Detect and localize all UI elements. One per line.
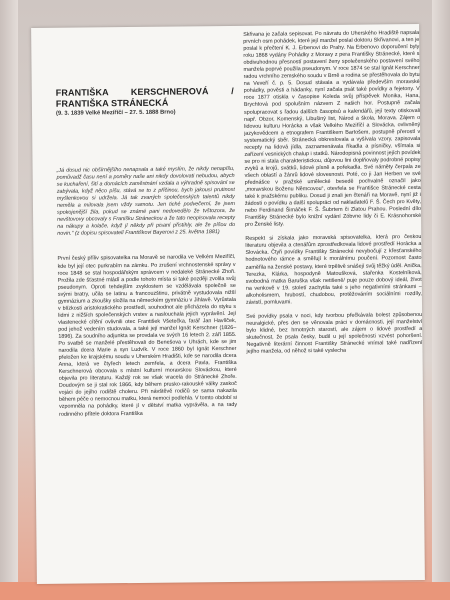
body-paragraph: První český příliv spisovatelka na Moravě se narodila ve Velkém Meziříčí, kde byl její otec purkrabím na zámku. Po zrušení vrchnostenské správy v roce 1848 se stal hospodářským správcem v nedaleké Stránecké Zhoři. Prožila zde šťastné mládí a podle tohoto místa si také později zvolila svůj pseudonym. Oproti tehdejším zvyklostem se vzdělávala společně se svými bratry, učila se latinu a francouzštinu, privátně vystudovala nižší gymnázium a zkoušky složila na německém gymnáziu v Jihlavě. Vyrůstala v blízkosti aristokratického prostředí, souhodnot ale přicházela do styku s lidmi z nižších společenských vrstev a naslouchala jejich vyprávění. Její vlastenecké cítění ovlivnili otec František Všetečka, farář Jan Havlíček, pod jehož vedením studovala, a také její manžel Ignát Kerschner (1826–1896). Za soudního adjunkta se provdala ve svých 16 letech 2. září 1855. Po svatbě se manželé přestěhovali do Benešova v Uhrách, kde se jim narodila dcera Marie a syn Ludvík. V roce 1860 byl Ignát Kerschner přeložen ke krajskému soudu v Uherském Hradišti, kde se narodila dcera Anna, která ve čtyřech letech zemřela, a dcera Pavla. Františka Kerschnerová obcovala s místní kulturní moravskou Slováckou, které objevila pro literaturu. Každý rok se však vracela do Stránecké Zhoře. Doudovým se ji stal rok 1866, kdy během prusko-rakouské války zaskoč vojáci do jejího rodiště choleru. Při návštěvě rodičů se sama nakazila během péče o nemocnou matku, která nemoci podlehla. V tomto období si vzpomněla na pohádky, které jí v dětství matka vyprávěla, a na rady rodinného přítele doktora Františka — [57, 254, 238, 418]
exhibition-panel — [31, 24, 425, 584]
body-paragraph: Své povídky psala v noci, kdy tvorbou přečkávala bolest způsobenou neuralgické, přes den se věnovala práci v domácnosti, její manželství bylo klidné, bez hmotných starostí, ale zájem o lidové prostředí a skutečnost, že psala česky, budil u její společnosti vzvést pohoršení. Negativně literární činnost Františky Stránecké vnímal také nadřízení jejího manžela, od něhož si také vyslecha — [246, 311, 423, 355]
floor-band — [0, 582, 450, 600]
opening-quote: „Já dosud nic obšírnějšího nenapsala a také myslím, že nikdy nenapíšu, pomůvadž času není a poměry naše ani nikdy dovolovati nebudou, abych se kuchaření, šití a domácích zaměstnání vzdala a výhradně spisování se zabývala, když něco píšu, stává se to z příčinou, bych jakousi prutinost myšlenkovou si udržela. Já tak zvaných společenských talentů nikdy neměla a milovala jsem vždy samotu. Jen tiché podvečerní, že jsem spokojenější žila, pokud se známé pani nedovedělo že tvštozora, že nevštovovy obcovaly s Franišku Stráneckou a že tato neopisovala recepty na nákupy a kolače, když jí někdy při pisaní přistihly, ale že píšou do novin.“ (z dopisu spisovatelí Františkovi Bayerovi z 25. května 1881) — [56, 165, 236, 238]
frame-right-edge — [432, 0, 450, 600]
article-title: FRANTIŠKA KERSCHNEROVÁ / FRANTIŠKA STRÁNECKÁ — [55, 85, 234, 109]
left-column — [55, 26, 239, 584]
right-column — [243, 24, 425, 582]
frame-left-edge — [0, 0, 18, 600]
article-dates: (9. 3. 1839 Velké Meziříčí – 27. 5. 1888 Brno) — [55, 109, 176, 117]
body-paragraph: Skřivana je začala sepisovat. Po návratu do Uherského Hradiště napsala prvních osm pohádek, které její manžel poslal doktoru Skřivanovi, a ten je poslal k přečtení K. J. Erbenovi do Prahy. Na Erbenovo doporučení byly roku 1868 vydány Pohádky z Moravy z pera Františky Stránecké, které s obdivuhodnou přesností postavení ženy společenského postavení svého manžela poprvé použila pseudonym. V roce 1874 se stal Ignát Kerschner radou vrchního zemského soudu v Brně a rodina se přestěhovala do bytu na Veveří č. p. 5. Dosud stávala a vydávala především moravské pohádky, pověsti a hádanky, nyní začala psát také povídky a fejetony. V roce 1877 otiskla v časopise Koleda svůj příspěvek Monika, Hana, Brychtová pod spolušním názvem Z našich hor. Postupně začala spolupracovat s řadou dalších časopisů a kalendářů, její texty otiskovali např. Obzor, Komenský, Libušiný list, Národ a škola, Morava. Zájem o lidovou kulturu Horácka a však Velkého Meziříčí a Slovácka, ovlivněný jazykovědcem a etnografem Františkem Bartošem, postupně přerostl v systematický sběr. Stránecká obkreslovala a vyšívala vzory, zapisovala recepty na lidová jídla, zaznamenávala říkadla a písničky, všímala si zařízení vesnických chalup i statků. Národopisná povinnost jejích povídek se pro ni stala charakteristickou, důjovou lini doplňovaly podrobné popisy zvyků a krojů, svátků, lidové písně a pořekadla. Své náměty čerpala ze všech oblastí a žánrů lidové slovesnosti. Poté, co ji Jan Herben ve své přednášce v pražské umělecké besedě pochvalně označil jako „moravskou Boženu Němcovou“, otevřela se Františce Stránecké cesta také k pražskému publiku. Dosud ji znali jen čtenáři na Moravě, nyní již i žádosti o povídku a další spolupráci od nakladatelů F. Š. Čech pro Květy, nebo Ferdinand Šimáček F. Š. Šubrtem či Zlatou Prahou. Poslední dílo Františky Stránecké bylo knižní vydání Zóbvne lidy či E. Krásnohorské pro Ženské listy. — [243, 29, 422, 229]
body-paragraph: Respekt si získala jako moravská spisovatelka, která pro českou literaturu objevila a ctenářům zprostředkovala lidové prostředí Horácka a Slovácka. Čtyři povídky Františky Stránecké nevybočují z křesťanského hodnotového rámce a směřují k morálnímu poučení. Pozornost často zaměřila na ženské postavy, které trpělivě snášejí svůj těžký úděl. Anička, Terezka, Klárka, hospodyně Matoušková, stařenka Kostelníková, svobodná matka Baruška však netišeně/ puje pouze dobový ideál, žívot na venkově v 19. století zachytila také s jeho negativními stránkami – alkoholismem, hrubostí, chudobou, protěžováním sociálními rozdíly, závistí, pomluvami. — [245, 234, 422, 306]
